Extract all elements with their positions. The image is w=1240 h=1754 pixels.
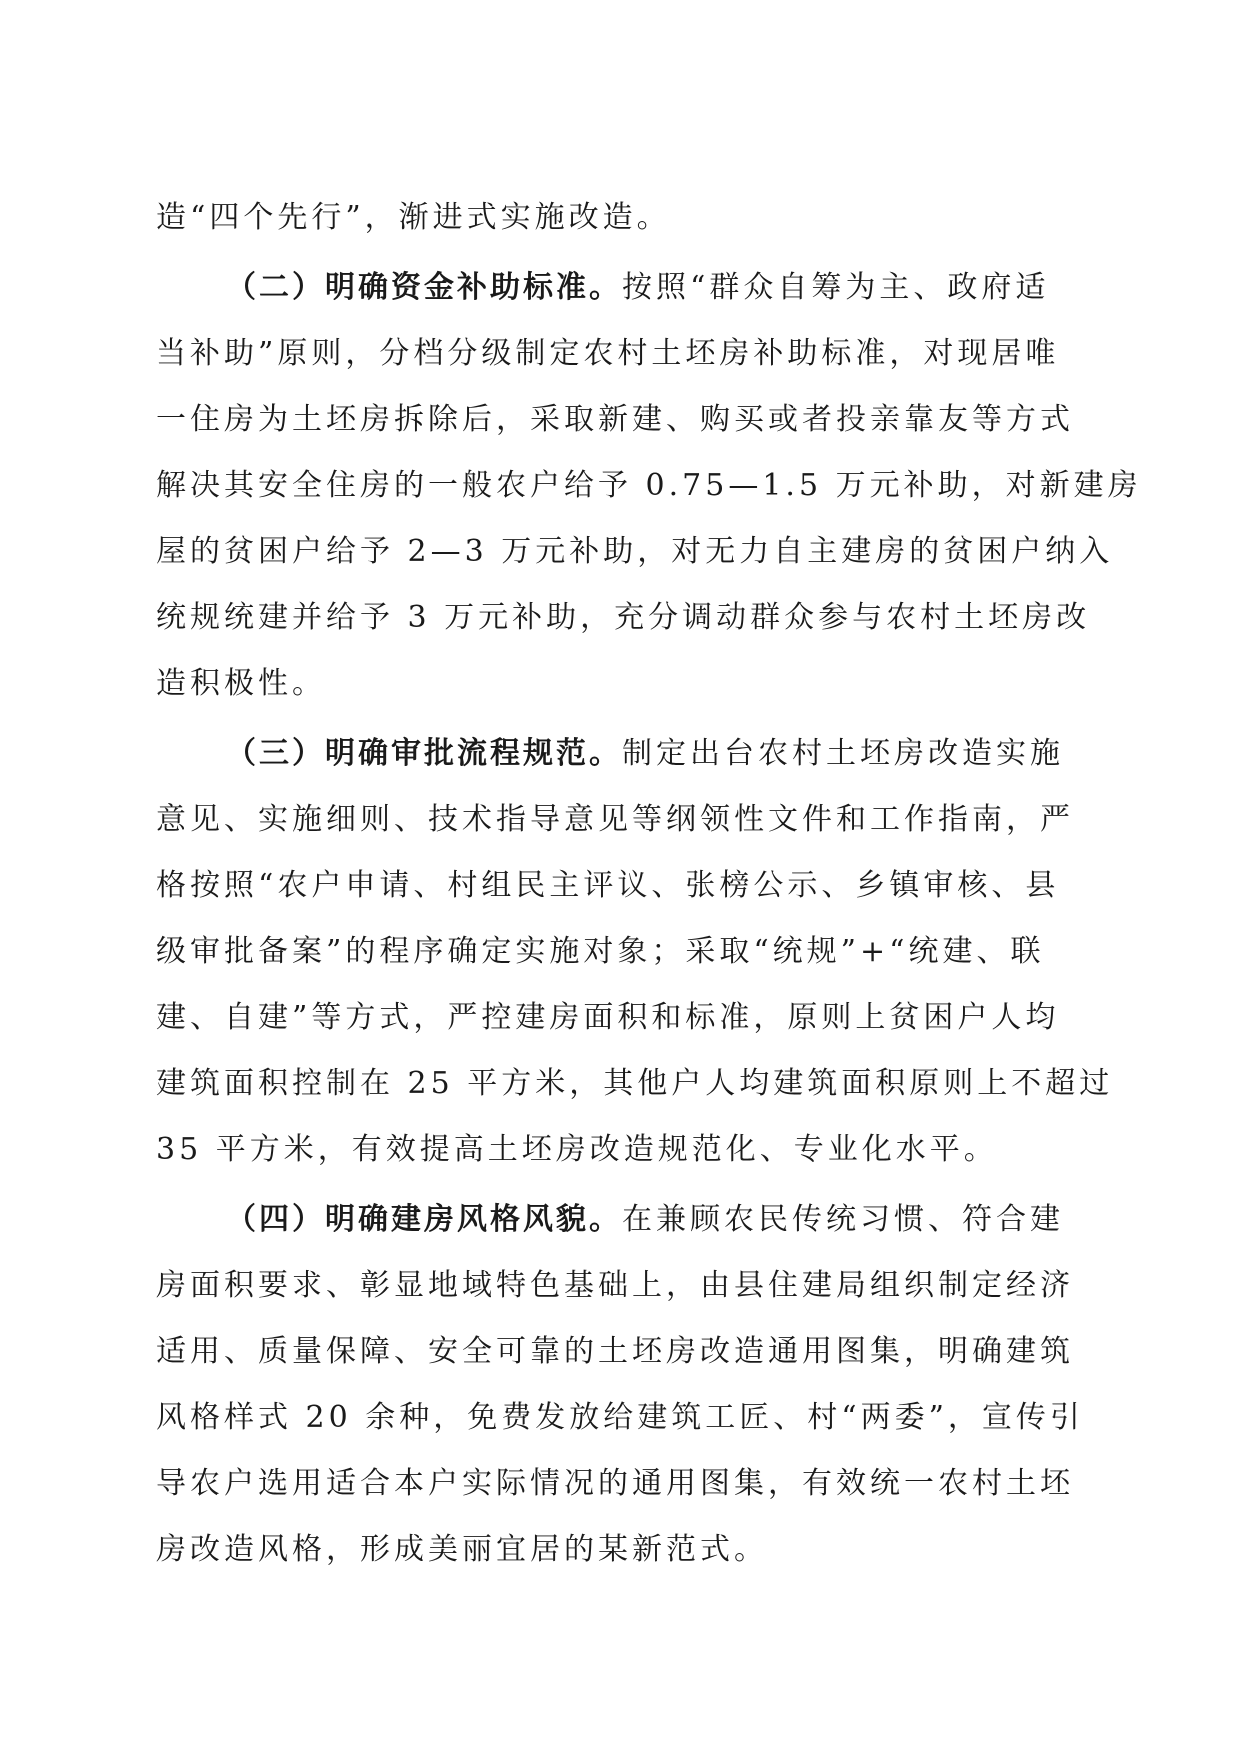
paragraph-text: 在兼顾农民传统习惯、符合建 — [622, 1202, 1064, 1237]
paragraph-line: 当补助”原则，分档分级制定农村土坯房补助标准，对现居唯 — [156, 336, 1060, 371]
paragraph-line: 房面积要求、彰显地域特色基础上，由县住建局组织制定经济 — [156, 1268, 1074, 1303]
paragraph-line: 一住房为土坯房拆除后，采取新建、购买或者投亲靠友等方式 — [156, 402, 1074, 437]
paragraph-line — [156, 255, 1068, 321]
paragraph-line: 建筑面积控制在 25 平方米，其他户人均建筑面积原则上不超过 — [156, 1066, 1114, 1101]
paragraph-line: 风格样式 20 余种，免费发放给建筑工匠、村“两委”，宣传引 — [156, 1400, 1084, 1435]
section-heading-style: （四）明确建房风格风貌。 — [226, 1202, 622, 1237]
paragraph-line: 屋的贫困户给予 2—3 万元补助，对无力自主建房的贫困户纳入 — [156, 534, 1114, 569]
section-heading-approval: （三）明确审批流程规范。 — [226, 736, 622, 771]
paragraph-text: 按照“群众自筹为主、政府适 — [622, 270, 1050, 305]
paragraph-text: 制定出台农村土坯房改造实施 — [622, 736, 1064, 771]
paragraph-line: 统规统建并给予 3 万元补助，充分调动群众参与农村土坯房改 — [156, 600, 1091, 635]
paragraph-line: 建、自建”等方式，严控建房面积和标准，原则上贫困户人均 — [156, 1000, 1060, 1035]
section-heading-funding: （二）明确资金补助标准。 — [226, 270, 622, 305]
paragraph-line: 造积极性。 — [156, 666, 326, 701]
paragraph-line — [156, 721, 1068, 787]
paragraph-line: 级审批备案”的程序确定实施对象；采取“统规”+“统建、联 — [156, 934, 1045, 969]
paragraph-line: 造“四个先行”，渐进式实施改造。 — [156, 200, 671, 235]
paragraph-line: 格按照“农户申请、村组民主评议、张榜公示、乡镇审核、县 — [156, 868, 1060, 903]
paragraph-line: 解决其安全住房的一般农户给予 0.75—1.5 万元补助，对新建房 — [156, 468, 1142, 503]
paragraph-line: 导农户选用适合本户实际情况的通用图集，有效统一农村土坯 — [156, 1466, 1074, 1501]
document-body — [156, 185, 1142, 1583]
paragraph-line: 适用、质量保障、安全可靠的土坯房改造通用图集，明确建筑 — [156, 1334, 1074, 1369]
paragraph-line: 房改造风格，形成美丽宜居的某新范式。 — [156, 1532, 768, 1567]
paragraph-line: 35 平方米，有效提高土坯房改造规范化、专业化水平。 — [156, 1132, 998, 1167]
paragraph-line: 意见、实施细则、技术指导意见等纲领性文件和工作指南，严 — [156, 802, 1074, 837]
paragraph-line — [156, 1187, 1068, 1253]
